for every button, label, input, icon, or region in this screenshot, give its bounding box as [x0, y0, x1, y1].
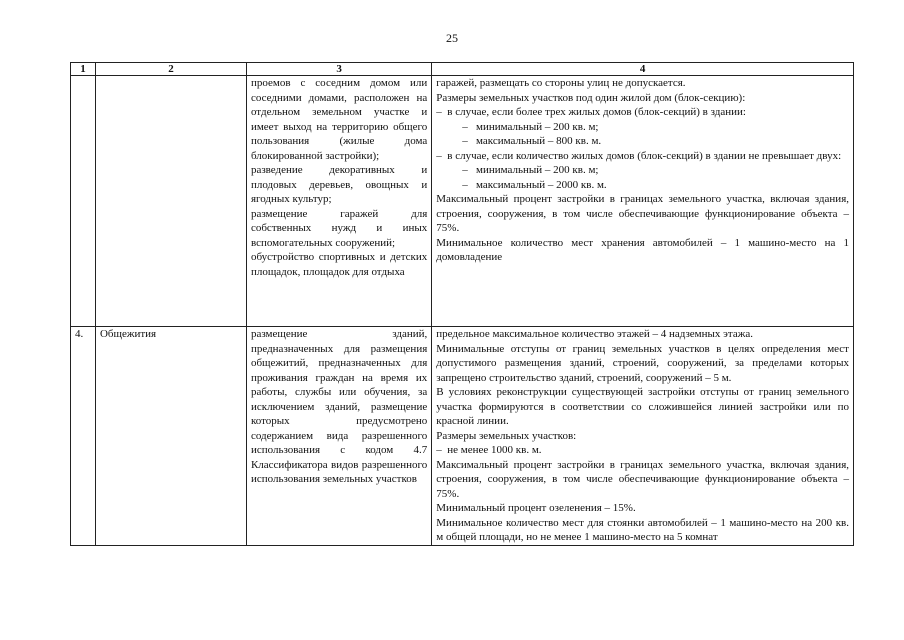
header-col-3: 3	[246, 63, 431, 76]
parameter-list-item: – в случае, если более трех жилых домов (блок-секций) в здании:	[436, 106, 746, 118]
parameter-sub-item: – минимальный – 200 кв. м;	[462, 120, 599, 133]
table-row-continuation	[71, 76, 854, 327]
parameter-text: Максимальный процент застройки в границах земельного участка, включая здания, строения, сооружения, в том числе обеспечивающие функционирование объекта – 75%.	[436, 193, 849, 234]
parameter-text: В условиях реконструкции существующей застройки отступы от границ земельного участка формируются в соответствии со сложившейся линией застройки или по красной линии.	[436, 386, 849, 427]
cell-zone-name: Общежития	[95, 327, 246, 546]
parameter-text: Минимальное количество мест для стоянки автомобилей – 1 машино-место на 200 кв. м общей площади, но не менее 1 машино-место на 5 комнат	[436, 516, 849, 543]
permitted-use-item: проемов с соседним домом или соседними домами, расположен на отдельном земельном участке и имеет выход на территорию общего пользования (жилые дома блокированной застройки);	[250, 77, 428, 162]
parameter-text: Минимальный процент озеленения – 15%.	[436, 502, 636, 514]
permitted-use-item: разведение декоративных и плодовых деревьев, овощных и ягодных культур;	[250, 164, 428, 205]
parameter-text: Минимальные отступы от границ земельных участков в целях определения мест допустимого размещения зданий, строений, сооружений, за пределами которых запрещено строительство зданий, строений, сооружений – 5 м.	[436, 342, 849, 384]
cell-permitted-uses	[246, 76, 431, 327]
parameter-list-item: – в случае, если количество жилых домов (блок-секций) в здании не превышает двух:	[436, 149, 842, 162]
page-number: 25	[446, 31, 458, 45]
permitted-use-item: обустройство спортивных и детских площадок, площадок для отдыха	[250, 251, 428, 278]
parameter-text: Размеры земельных участков под один жилой дом (блок-секцию):	[436, 91, 746, 104]
header-col-1: 1	[71, 63, 96, 76]
cell-permitted-uses: размещение зданий, предназначенных для размещения общежитий, предназначенных для проживания граждан на время их работы, службы или обучения, за исключением зданий, размещение которых предусмотрено содержанием вида разрешенного использования с кодом 4.7 Классификатора видов разрешенного использования земельных участков	[246, 327, 431, 546]
parameter-text: Максимальный процент застройки в границах земельного участка, включая здания, строения, сооружения, в том числе обеспечивающие функционирование объекта – 75%.	[436, 458, 849, 500]
parameter-sub-item: – минимальный – 200 кв. м;	[462, 164, 599, 176]
permitted-use-item: размещение гаражей для собственных нужд и иных вспомогательных сооружений;	[250, 207, 428, 249]
cell-zone-name	[95, 76, 246, 327]
table-row-4	[71, 327, 854, 546]
cell-number: 4.	[71, 327, 96, 546]
parameter-sub-item: – максимальный – 800 кв. м.	[462, 135, 602, 147]
parameter-sub-item: – максимальный – 2000 кв. м.	[462, 178, 607, 191]
cell-number	[71, 76, 96, 327]
table-header-row	[71, 63, 854, 76]
parameter-text: гаражей, размещать со стороны улиц не допускается.	[436, 77, 686, 89]
cell-parameters	[432, 76, 854, 327]
parameter-list-item: – не менее 1000 кв. м.	[436, 444, 542, 456]
zoning-table	[70, 62, 854, 546]
header-col-4: 4	[432, 63, 854, 76]
parameter-text: Минимальное количество мест хранения автомобилей – 1 машино-место на 1 домовладение	[436, 236, 849, 263]
header-col-2: 2	[95, 63, 246, 76]
parameter-text: Размеры земельных участков:	[436, 429, 577, 442]
parameter-text: предельное максимальное количество этажей – 4 надземных этажа.	[436, 328, 753, 340]
cell-parameters	[432, 327, 854, 546]
